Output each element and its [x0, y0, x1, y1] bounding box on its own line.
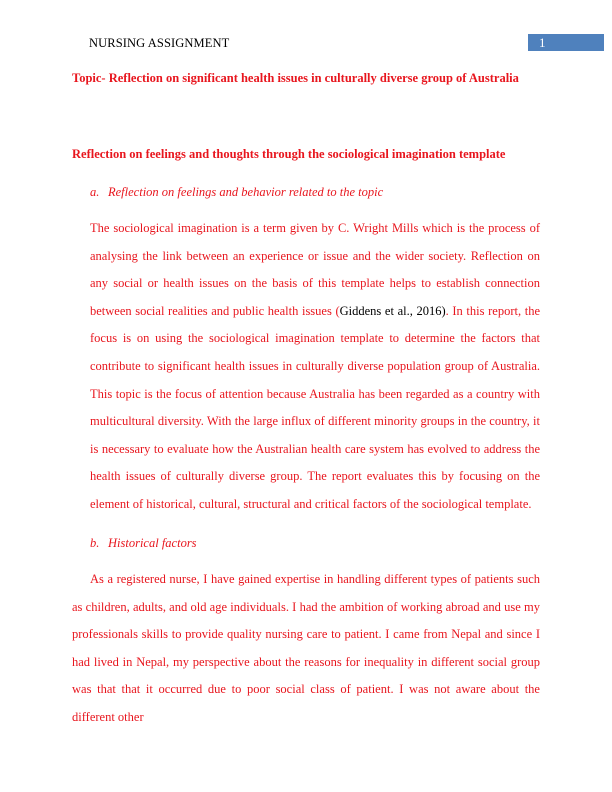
- section-heading: Reflection on feelings and thoughts through the sociological imagination template: [72, 147, 506, 161]
- page-number-box: [528, 34, 604, 51]
- subsection-b-heading: [90, 536, 197, 551]
- paragraph-1: [90, 215, 540, 519]
- page-number: 1: [539, 35, 546, 50]
- running-header-title: NURSING ASSIGNMENT: [89, 36, 230, 50]
- subsection-b-marker: b.: [90, 536, 100, 550]
- paragraph-1-part-1: The sociological imagination is a term given by C. Wright Mills which is the process of analysing the link between an experience or issue and the wider society. Reflection on any social or health issues on the basis of this template helps to establish connection between social realities and public health issues (: [90, 221, 540, 318]
- subsection-a-marker: a.: [90, 185, 100, 199]
- subsection-a-title: Reflection on feelings and behavior related to the topic: [108, 185, 384, 199]
- paragraph-2: As a registered nurse, I have gained expertise in handling different types of patients such as children, adults, and old age individuals. I had the ambition of working abroad and use my professionals skills to provide quality nursing care to patient. I came from Nepal and since I had lived in Nepal, my perspective about the reasons for inequality in different social group was that that it occurred due to poor social class of patient. I was not aware about the different other: [72, 572, 540, 724]
- subsection-a-heading: [90, 185, 383, 200]
- topic-title: Topic- Reflection on significant health issues in culturally diverse group of Australia: [72, 71, 519, 85]
- paragraph-1-part-2: . In this report, the focus is on using the sociological imagination template to determine the factors that contribute to significant health issues in culturally diverse population group of Australia. This topic is the focus of attention because Australia has been regarded as a country with multicultural diversity. With the large influx of different minority groups in the country, it is necessary to evaluate how the Australian health care system has evolved to address the health issues of culturally diverse group. The report evaluates this by focusing on the element of historical, cultural, structural and critical factors of the sociological template.: [90, 303, 540, 511]
- citation: Giddens et al., 2016): [339, 303, 446, 318]
- subsection-b-title: Historical factors: [108, 536, 197, 550]
